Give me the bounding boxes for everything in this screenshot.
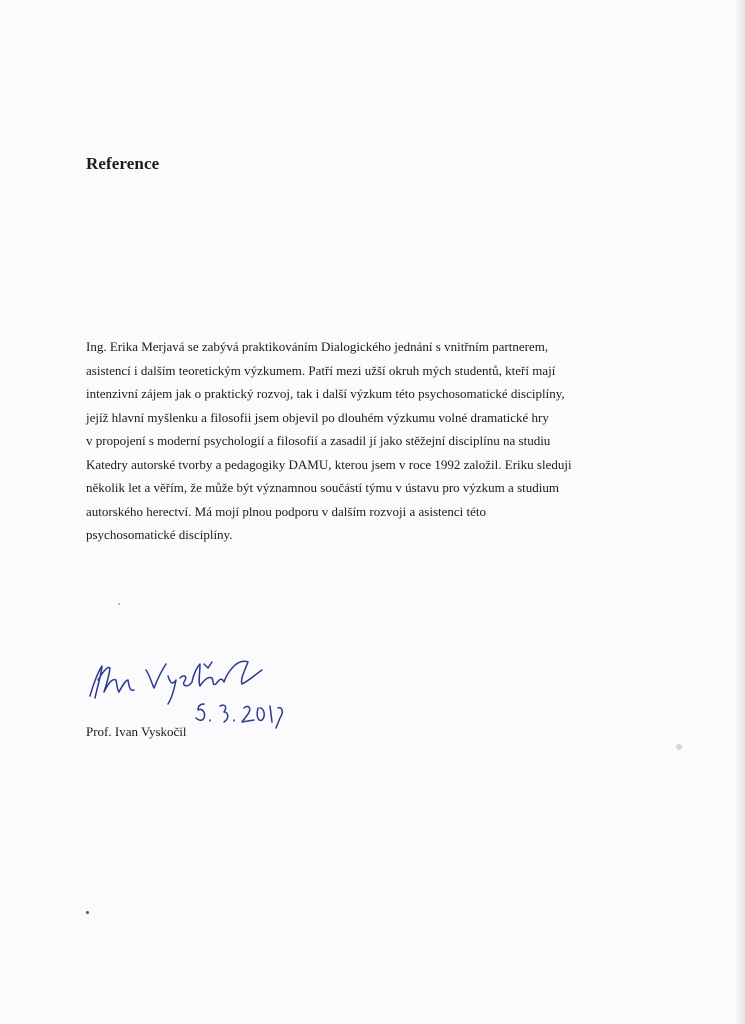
body-line: několik let a věřím, že může být významnou součástí týmu v ústavu pro výzkum a studium xyxy=(86,480,559,495)
body-line: autorského herectví. Má mojí plnou podporu v dalším rozvoji a asistenci této xyxy=(86,503,487,519)
body-line: v propojení s moderní psychologií a filosofií a zasadil jí jako stěžejní disciplínu na studiu xyxy=(86,433,551,448)
body-line: Katedry autorské tvorby a pedagogiky DAMU, kterou jsem v roce 1992 založil. Eriku sleduji xyxy=(86,456,572,472)
body-line: psychosomatické disciplíny. xyxy=(86,527,233,542)
signatory-name: Prof. Ivan Vyskočil xyxy=(86,724,187,739)
body-line: jejíž hlavní myšlenku a filosofii jsem objevil po dlouhém výzkumu volné dramatické hry xyxy=(86,409,549,425)
scan-speck xyxy=(86,911,89,914)
scan-speck xyxy=(676,744,682,750)
body-line: asistencí i dalším teoretickým výzkumem. Patří mezi užší okruh mých studentů, kteří mají xyxy=(86,362,556,378)
document-title: Reference xyxy=(86,154,160,173)
reference-body xyxy=(86,335,656,547)
handwritten-signature xyxy=(84,650,284,730)
body-line: intenzivní zájem jak o praktický rozvoj, tak i další výzkum této psychosomatické disciplíny, xyxy=(86,386,565,401)
scan-speck xyxy=(118,603,120,605)
body-line: Ing. Erika Merjavá se zabývá praktikováním Dialogického jednání s vnitřním partnerem, xyxy=(86,339,549,354)
